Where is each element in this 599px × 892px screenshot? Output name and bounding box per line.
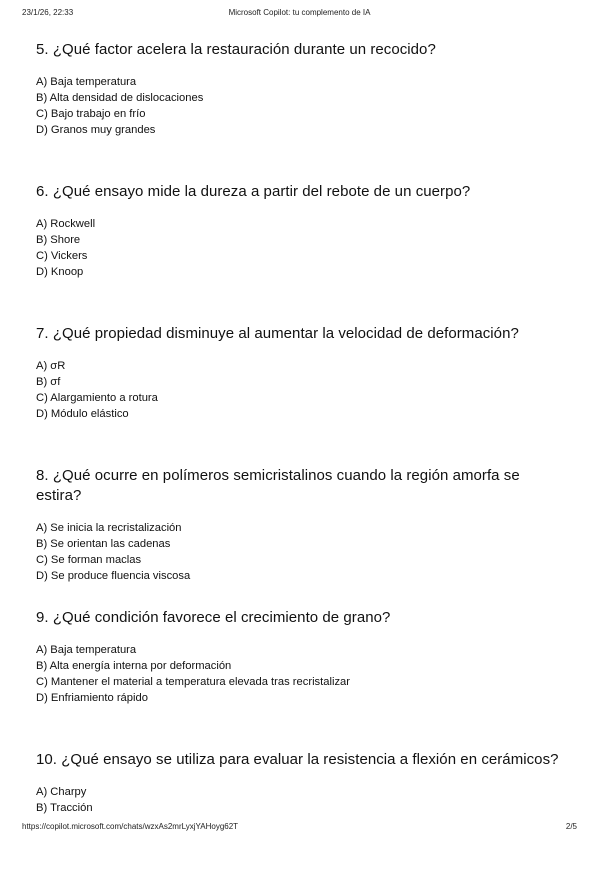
question-title: 10. ¿Qué ensayo se utiliza para evaluar la resistencia a flexión en cerámicos?: [36, 751, 559, 768]
option-list: [36, 642, 569, 706]
question-7: [36, 324, 569, 466]
print-url[interactable]: https://copilot.microsoft.com/chats/wzxAs2mrLyxjYAHoyg62T: [22, 822, 239, 831]
option-list: [36, 74, 569, 138]
print-title: Microsoft Copilot: tu complemento de IA: [228, 8, 371, 17]
question-title: 9. ¿Qué condición favorece el crecimiento de grano?: [36, 609, 391, 626]
page-footer: [22, 822, 577, 836]
question-6: [36, 182, 569, 324]
quiz-content: [36, 40, 569, 892]
question-title: 5. ¿Qué factor acelera la restauración durante un recocido?: [36, 41, 436, 58]
option-list: [36, 358, 569, 422]
question-10: [36, 750, 569, 892]
option-a: A) Baja temperatura: [36, 76, 137, 88]
option-a: A) Se inicia la recristalización: [36, 522, 182, 534]
question-8: [36, 466, 569, 608]
question-5: [36, 40, 569, 182]
option-d: D) Enfriamiento rápido: [36, 692, 148, 704]
option-b: B) Alta densidad de dislocaciones: [36, 92, 204, 104]
print-date: 23/1/26, 22:33: [22, 8, 74, 17]
option-d: D) Módulo elástico: [36, 408, 129, 420]
question-title: 7. ¿Qué propiedad disminuye al aumentar la velocidad de deformación?: [36, 325, 519, 342]
option-c: C) Se forman maclas: [36, 554, 142, 566]
option-a: A) σR: [36, 360, 66, 372]
option-a: A) Rockwell: [36, 218, 96, 230]
option-b: B) σf: [36, 376, 61, 388]
question-title: 8. ¿Qué ocurre en polímeros semicristalinos cuando la región amorfa se estira?: [36, 467, 520, 504]
option-b: B) Tracción: [36, 802, 93, 814]
option-c: C) Alargamiento a rotura: [36, 392, 158, 404]
option-b: B) Shore: [36, 234, 81, 246]
option-d: D) Granos muy grandes: [36, 124, 156, 136]
option-b: B) Alta energía interna por deformación: [36, 660, 232, 672]
option-c: C) Vickers: [36, 250, 88, 262]
option-list: [36, 520, 569, 584]
option-c: C) Mantener el material a temperatura elevada tras recristalizar: [36, 676, 350, 688]
question-title: 6. ¿Qué ensayo mide la dureza a partir del rebote de un cuerpo?: [36, 183, 471, 200]
option-d: D) Knoop: [36, 266, 84, 278]
option-list: [36, 216, 569, 280]
option-b: B) Se orientan las cadenas: [36, 538, 171, 550]
page-header: [22, 8, 577, 22]
option-list: [36, 784, 569, 816]
option-c: C) Bajo trabajo en frío: [36, 108, 146, 120]
option-d: D) Se produce fluencia viscosa: [36, 570, 191, 582]
page-number: 2/5: [565, 822, 577, 831]
option-a: A) Charpy: [36, 786, 87, 798]
question-9: [36, 608, 569, 750]
option-a: A) Baja temperatura: [36, 644, 137, 656]
